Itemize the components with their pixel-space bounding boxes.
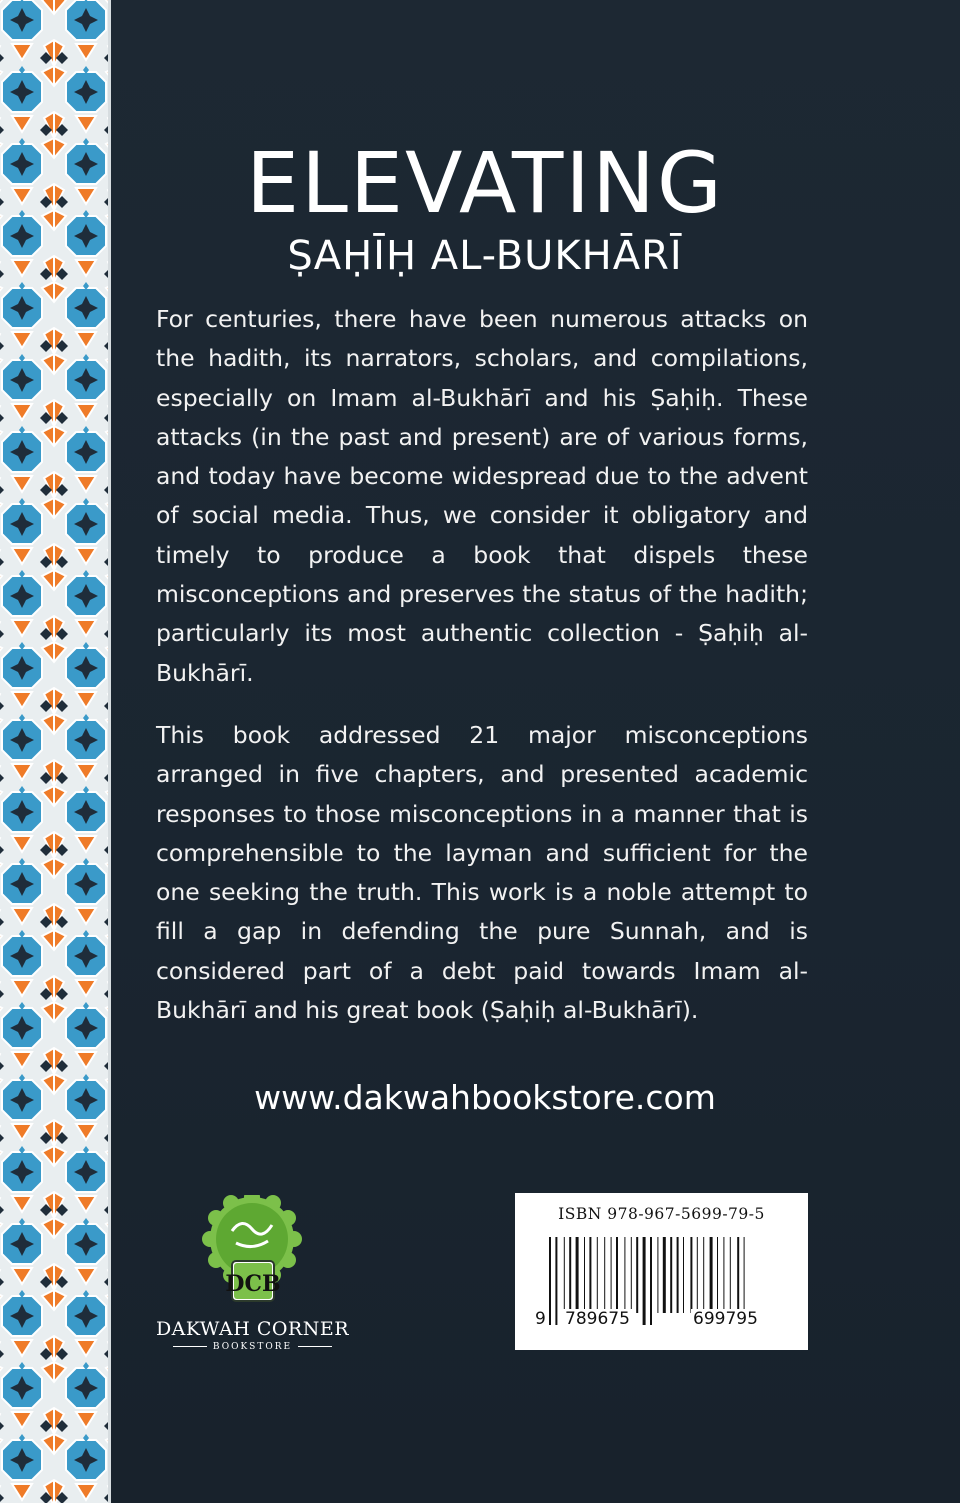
barcode-bars [515,1193,808,1350]
svg-text:DCB: DCB [225,1271,281,1297]
book-subtitle: ṢAḤĪḤ AL-BUKHĀRĪ [287,233,683,279]
barcode-bar [730,1237,731,1313]
blurb-paragraph-2: This book addressed 21 major misconceptions arranged in five chapters, and presented academic responses to those misconceptions in a manner that is comprehensible to the layman and sufficient for the one seeking the truth. This work is a noble attempt to fill a gap in defending the pure Sunnah, and is considered part of a debt paid towards Imam al-Bukhārī and his great book (Ṣaḥiḥ al-Bukhārī). [156,721,808,1025]
geometric-pattern-border [0,0,111,1503]
isbn-number: ISBN 978-967-5699-79-5 [558,1205,765,1223]
barcode-bar [597,1237,598,1313]
barcode-bar [677,1237,679,1313]
barcode-bar [697,1237,698,1313]
barcode-digit-group-2: 699795 [693,1309,758,1329]
isbn-barcode [515,1193,808,1350]
barcode-bar [683,1237,684,1313]
barcode-bar [737,1237,739,1313]
publisher-website: www.dakwahbookstore.com [254,1078,716,1117]
barcode-bar [650,1237,652,1325]
barcode-bar [631,1237,632,1313]
barcode-digit-first: 9 [535,1309,546,1329]
barcode-bar [604,1237,605,1313]
barcode-bar [703,1237,704,1313]
blurb-paragraph-1: For centuries, there have been numerous attacks on the hadith, its narrators, scholars, and compilations, especially on Imam al-Bukhārī and his Ṣaḥiḥ. These attacks (in the past and present) are of various forms, and today have become widespread due to the advent of social media. Thus, we consider it obligatory and timely to produce a book that dispels these misconceptions and preserves the status of the hadith; particularly its most authentic collection - Ṣaḥiḥ al-Bukhārī. [156,305,808,687]
barcode-bar [616,1237,618,1313]
barcode-bar [670,1237,672,1313]
barcode-bar [723,1237,724,1313]
publisher-logo [150,1195,355,1365]
barcode-bar [710,1237,713,1313]
barcode-bar [663,1237,666,1313]
publisher-name: DAKWAH CORNER [155,1318,350,1340]
barcode-bar [564,1237,565,1313]
barcode-bar [624,1237,625,1313]
dakwah-corner-badge-icon [150,1195,355,1320]
barcode-bar [636,1237,638,1313]
barcode-bar [717,1237,718,1313]
barcode-bar [690,1237,692,1313]
barcode-bar [744,1237,745,1313]
book-title: ELEVATING [246,134,724,232]
barcode-bar [569,1237,571,1313]
barcode-bar [584,1237,585,1313]
barcode-bar [611,1237,612,1313]
barcode-bar [589,1237,591,1313]
barcode-bar [657,1237,658,1313]
barcode-bar [555,1237,557,1325]
barcode-digit-group-1: 789675 [565,1309,630,1329]
barcode-bar [549,1237,551,1325]
publisher-subname: BOOKSTORE [150,1342,355,1352]
barcode-bar [643,1237,646,1325]
barcode-bar [576,1237,579,1313]
